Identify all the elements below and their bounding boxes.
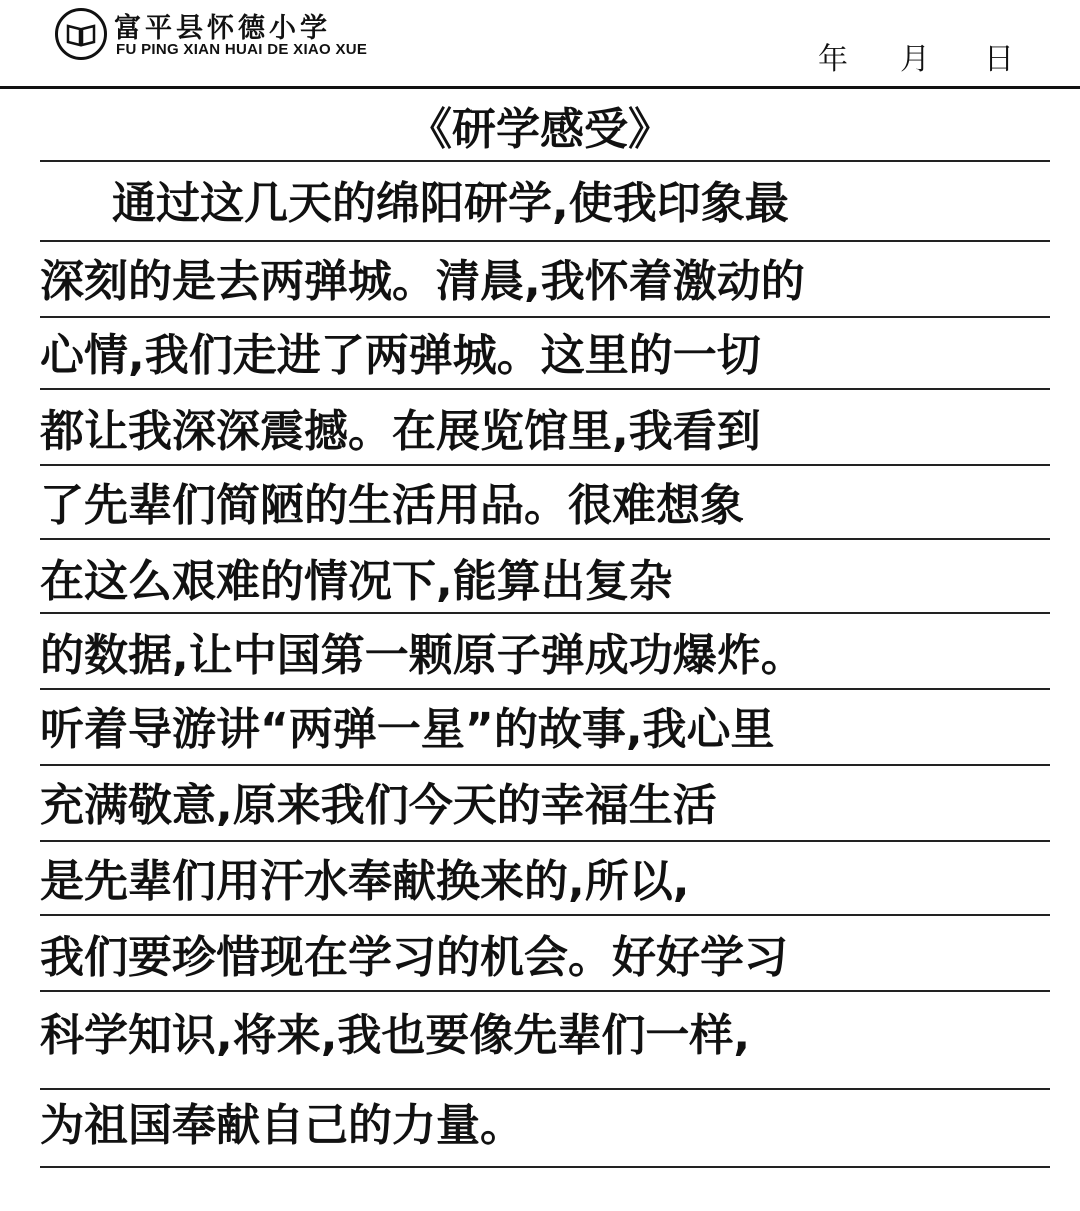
- essay-line: 深刻的是去两弹城。清晨,我怀着激动的: [40, 256, 805, 307]
- essay-line: 在这么艰难的情况下,能算出复杂: [40, 556, 673, 607]
- essay-line: 听着导游讲“两弹一星”的故事,我心里: [40, 704, 775, 755]
- essay-line: 通过这几天的绵阳研学,使我印象最: [112, 178, 789, 229]
- essay-line: 为祖国奉献自己的力量。: [40, 1100, 524, 1151]
- essay-line: 心情,我们走进了两弹城。这里的一切: [40, 330, 761, 381]
- ruled-line: [40, 316, 1050, 318]
- ruled-line: [40, 764, 1050, 766]
- ruled-line: [40, 388, 1050, 390]
- ruled-line: [40, 160, 1050, 162]
- date-day-label: 日: [984, 42, 1014, 77]
- school-logo: [55, 8, 107, 60]
- ruled-line: [40, 688, 1050, 690]
- ruled-line: [40, 612, 1050, 614]
- essay-line: 了先辈们简陋的生活用品。很难想象: [40, 480, 744, 531]
- ruled-line: [40, 914, 1050, 916]
- essay-title: 《研学感受》: [408, 104, 672, 155]
- essay-line: 的数据,让中国第一颗原子弹成功爆炸。: [40, 630, 805, 681]
- ruled-line: [40, 990, 1050, 992]
- essay-line: 科学知识,将来,我也要像先辈们一样,: [40, 1010, 751, 1061]
- school-name-cn: 富平县怀德小学: [114, 13, 331, 44]
- essay-line: 充满敬意,原来我们今天的幸福生活: [40, 780, 717, 831]
- ruled-line: [40, 464, 1050, 466]
- school-name-en: FU PING XIAN HUAI DE XIAO XUE: [116, 41, 368, 58]
- ruled-line: [40, 1088, 1050, 1090]
- header-divider: [0, 86, 1080, 89]
- book-icon: [66, 21, 96, 47]
- ruled-line: [40, 538, 1050, 540]
- essay-line: 都让我深深震撼。在展览馆里,我看到: [40, 406, 761, 457]
- date-year-label: 年: [818, 42, 848, 77]
- essay-line: 我们要珍惜现在学习的机会。好好学习: [40, 932, 788, 983]
- ruled-line: [40, 240, 1050, 242]
- ruled-line: [40, 840, 1050, 842]
- ruled-line: [40, 1166, 1050, 1168]
- essay-line: 是先辈们用汗水奉献换来的,所以,: [40, 856, 690, 907]
- date-month-label: 月: [900, 42, 930, 77]
